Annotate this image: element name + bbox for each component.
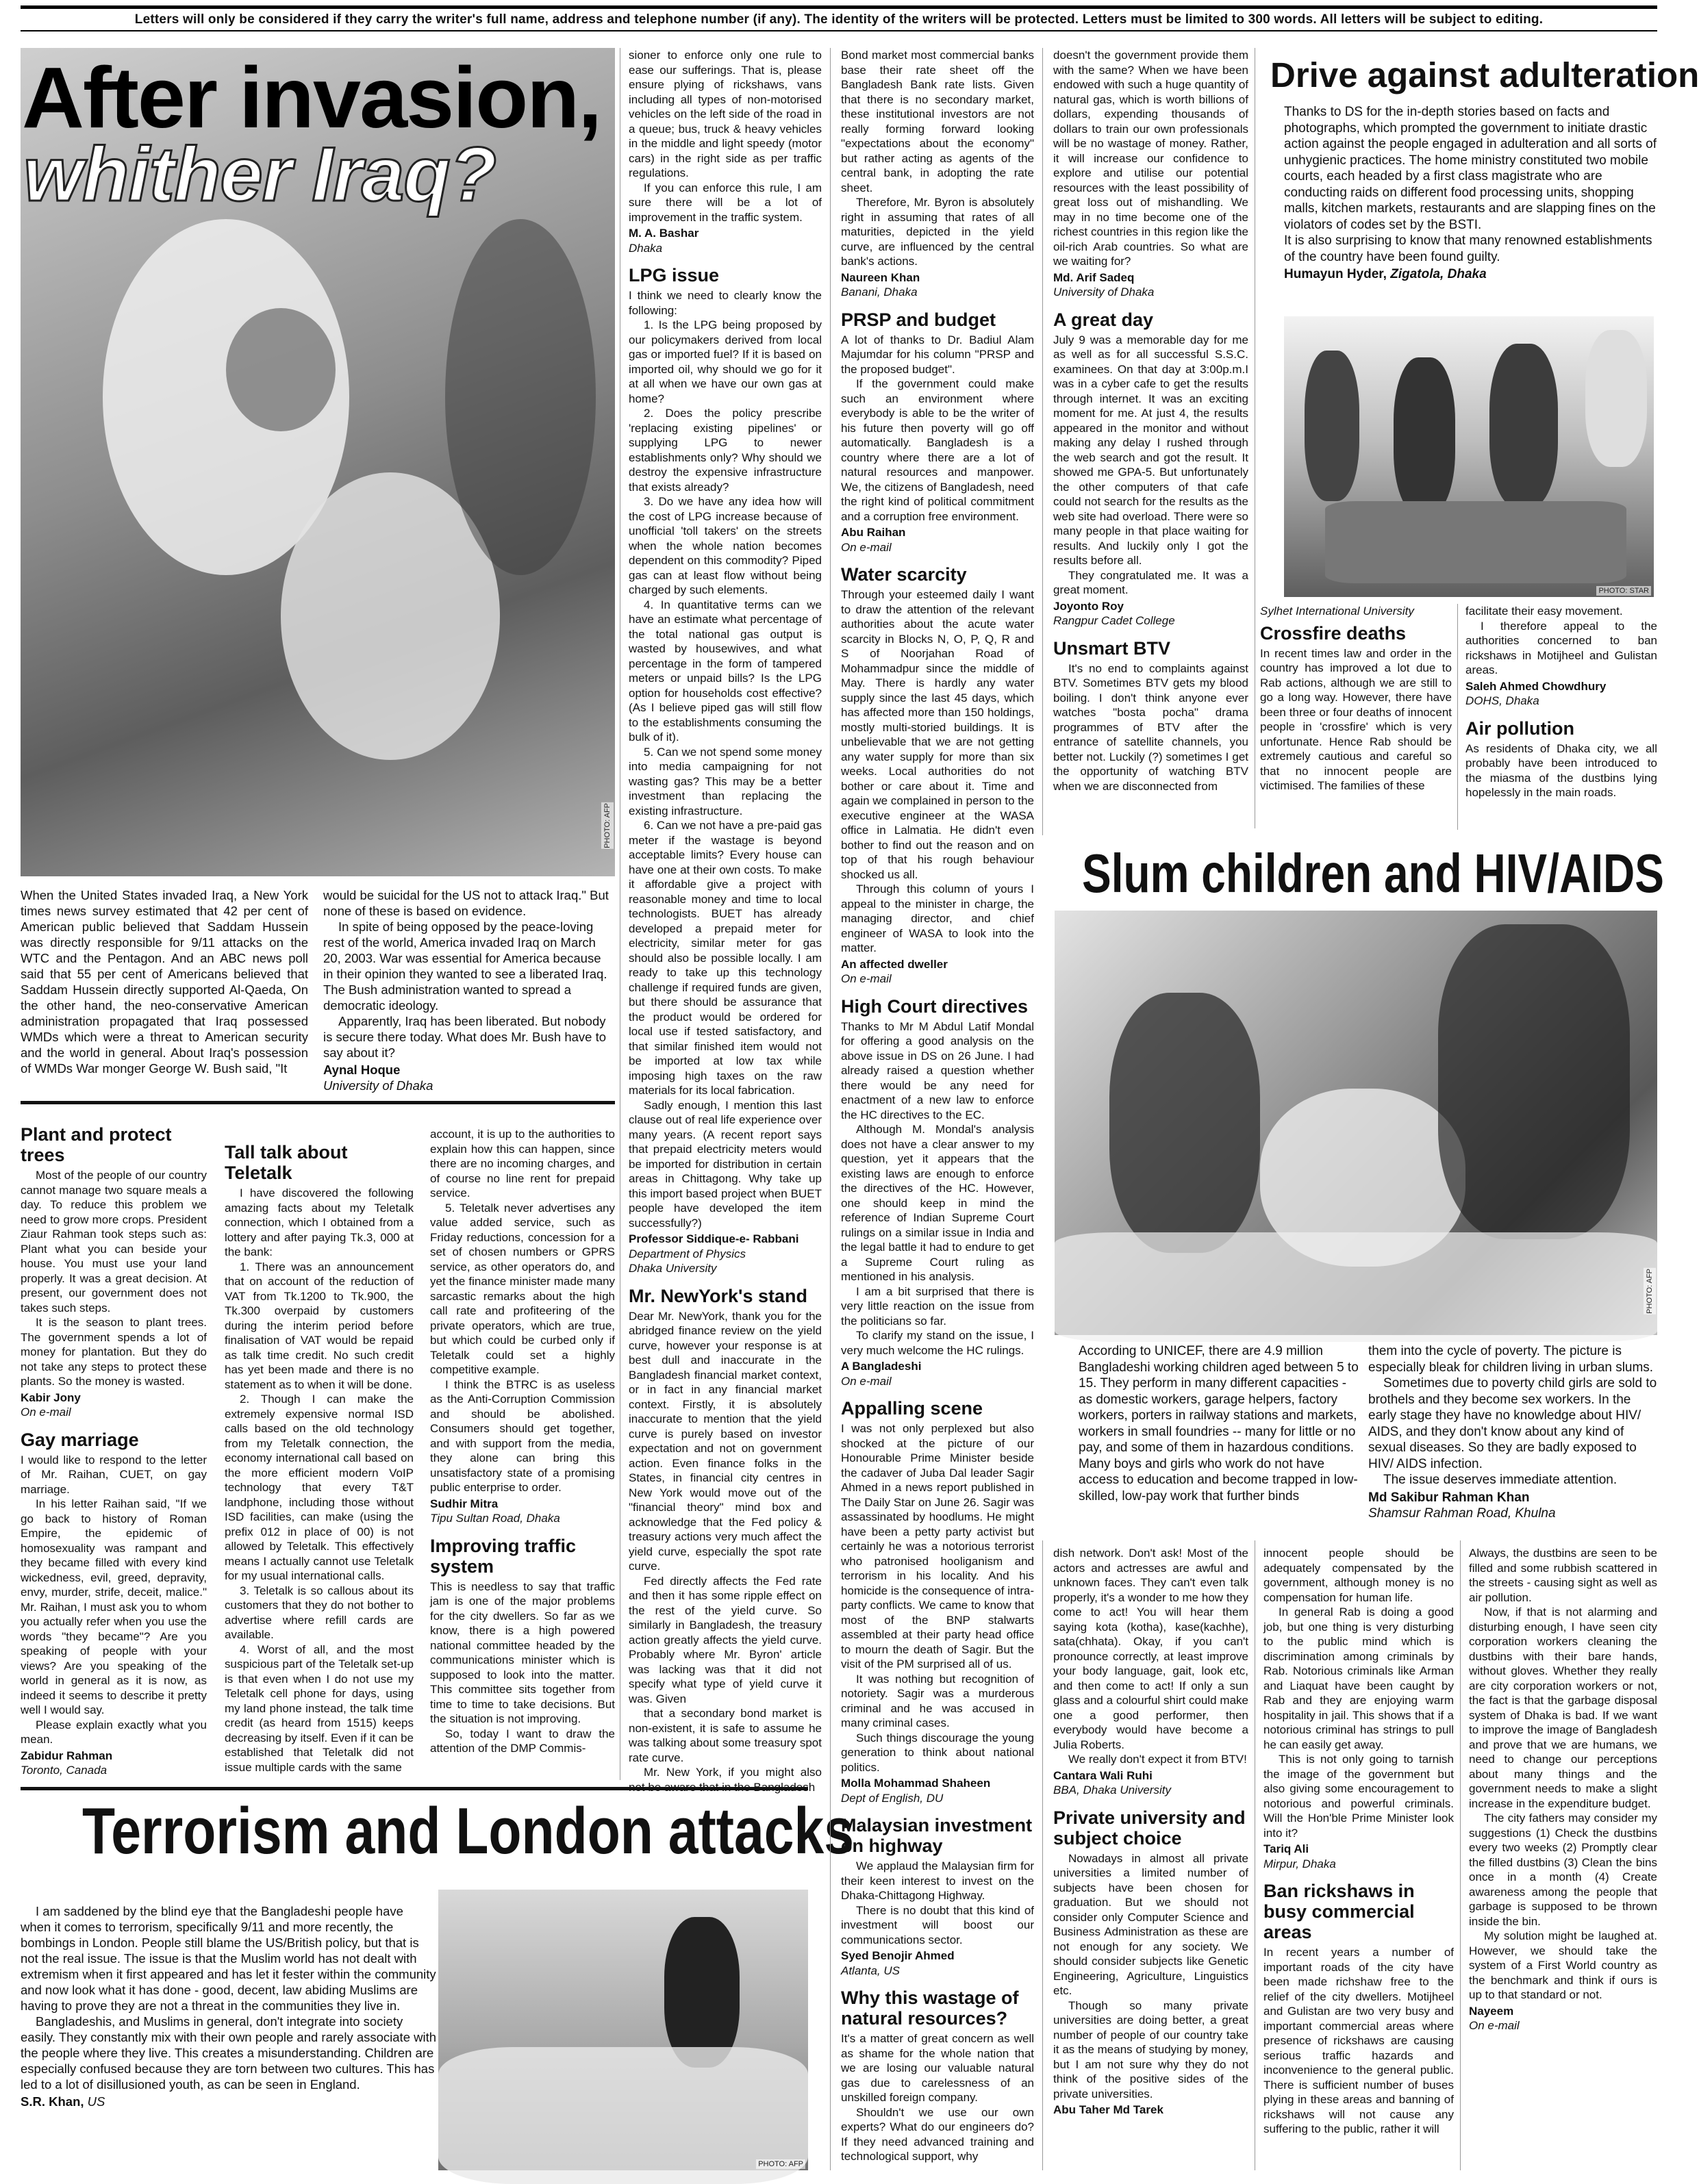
column-rule [1457,604,1458,830]
letter-paragraph: Most of the people of our country cannot manage two square meals a day. To reduce this problem we need to grow more crops. President Ziaur Rahman took steps such as: Plant what you can beside your house. You must use your land properly. It was a great decision. At present, our government does not takes such steps. [21,1169,207,1315]
letter-heading-air-pollution: Air pollution [1465,718,1574,739]
letters-col-5 [1053,48,1248,835]
adulteration-location: Zigatola, Dhaka [1390,267,1487,281]
letter-paragraph: Thanks to Mr M Abdul Latif Mondal for offering a good analysis on the above issue in DS on 26 June. I had already raised a question whether there would be any need for enactment of a new law to enforce the HC directives to the EC. [841,1019,1034,1121]
letter-paragraph: 1. Is the LPG being proposed by our policymakers derived from local gas or imported fuel? If it is based on imported oil, why should we go for it at all when we have our own gas at home? [629,318,822,405]
letter-location: On e-mail [21,1406,71,1419]
letter-paragraph: I would like to respond to the letter of Mr. Raihan, CUET, on gay marriage. [21,1453,207,1496]
photo-figure [1305,351,1359,501]
letter-heading-trees: Plant and protect trees [21,1124,172,1165]
letter-paragraph: We applaud the Malaysian firm for their keen interest to invest on the Dhaka-Chittagong Highway. [841,1859,1034,1902]
photo-figure [1394,357,1455,515]
letter-paragraph: Bond market most commercial banks base their rate sheet off the Bangladesh Bank rate lists. Given that there is no secondary market, these institutional investors are not really forming forward looking "expectations about the economy" but rather acting as agents of the central bank, in adopting the rate sheet. [841,49,1034,194]
slum-paragraph: them into the cycle of poverty. The picture is especially bleak for children living in urban slums. [1368,1344,1654,1375]
letter-heading-traffic: Improving traffic system [430,1535,577,1577]
letter-paragraph: 2. Does the policy prescribe 'replacing existing pipelines' or supplying LPG to newer establishments only? Why should we destroy the expensive infrastructure that exists already? [629,407,822,494]
letter-paragraph: The city fathers may consider my suggestions (1) Check the dustbins every two weeks (2) Promptly clear the filled dustbins (3) Clean the bins once in a month (4) Create awareness among the people that garbage is supposed to be thrown inside the bin. [1469,1812,1657,1928]
letter-location: BBA, Dhaka University [1053,1783,1171,1796]
slum-paragraph: The issue deserves immediate attention. [1383,1473,1618,1487]
column-rule [1460,1540,1461,2170]
letter-signature: Sudhir Mitra [430,1497,499,1510]
letter-location: Mirpur, Dhaka [1263,1857,1336,1870]
photo-figure [226,308,336,431]
letter-paragraph: There is no doubt that this kind of investment will boost our communications sector. [841,1903,1034,1946]
letter-heading-high-court: High Court directives [841,995,1029,1017]
letter-location: DOHS, Dhaka [1465,694,1539,707]
letter-paragraph: dish network. Don't ask! Most of the actors and actresses are awful and unknown faces. They can't even talk properly, it's a wonder to me how they come to act! You will hear them saying kota (kotha), kase(kachhe), sata(chhata). Okay, if you can't pronounce correctly, at least improve your body language, gait, look etc, and then come to act! If only a sun glass and a colourful shirt could make one a good performer, then everybody would have become a Julia Roberts. [1053,1547,1248,1751]
editorial-notice-bar [21,5,1657,31]
letter-paragraph: My solution might be laughed at. However, we should take the system of a First World country as the benchmark and think if ours is up to that standard or not. [1469,1929,1657,2001]
photo-figure [664,1917,740,2068]
letter-heading-appalling: Appalling scene [841,1398,983,1419]
letter-paragraph: It's a matter of great concern as well as shame for the whole nation that we are losing our valuable natural gas due to carelessness of an unskilled foreign company. [841,2032,1034,2104]
adulteration-signature-name: Humayun Hyder, [1284,267,1387,281]
letter-paragraph: I was not only perplexed but also shocked at the picture of our Honourable Prime Minister beside the cadaver of Juba Dal leader Sagir Ahmed in a news report published in The Daily Star on June 26. Sagir was assassinated by hoodlums. He might have been a petty party activist but certainly he was a notorious terrorist who patronised hooliganism and terrorism in his locality. And his homicide is the consequence of intra-party conflicts. We came to know that most of the BNP stalwarts assembled at their party head office to mourn the death of Sagir. But the visit of the PM surprised all of us. [841,1422,1034,1671]
letter-signature: Md. Arif Sadeq [1053,270,1135,284]
letter-paragraph: 5. Teletalk never advertises any value added service, such as Friday reductions, concession for a set of chosen numbers or GPRS service, as other operators do, and yet the finance minister made many sarcastic remarks about the high call rate and profiteering of the private operators, which are true, but which could be curbed only if Teletalk could set a highly competitive example. [430,1201,615,1376]
letter-signature: Naureen Khan [841,270,920,284]
letter-location: Department of Physics [629,1247,746,1260]
letter-paragraph: Sadly enough, I mention this last clause out of real life experience over many years. (A recent report says that prepaid electricity meters would be imported for distribution in certain areas in Chittagong. Why take up this import based project when BUET people have developed the item successfully?) [629,1098,822,1230]
terror-location: US [87,2094,105,2109]
letters-col-c [430,1127,615,1784]
iraq-paragraph: Apparently, Iraq has been liberated. But nobody is secure there today. What does Mr. Bush have to say about it? [323,1014,607,1060]
letter-paragraph: In his letter Raihan said, "If we go back to history of Roman Empire, the epidemic of homosexuality was rampant and they became filled with every kind wickedness, evil, greed, depravity, envy, murder, strife, deceit, malice." Mr. Raihan, I must ask you to whom you actually refer when you use the words "they became"? Are you speaking of people with your views? Are you speaking of the world in general as it is now, as indeed it seems to describe it pretty well I would say. [21,1497,207,1716]
letter-heading-newyork: Mr. NewYork's stand [629,1285,807,1306]
column-rule [1042,1540,1043,2170]
letter-paragraph: This is not only going to tarnish the image of the government but also giving some encouragement to notorious and powerful criminals. Will the Hon'ble Prime Minister look into it? [1263,1753,1454,1840]
letter-location: On e-mail [841,540,892,554]
letter-paragraph: sioner to enforce only one rule to ease our sufferings. That is, please ensure plying of rickshaws, vans including all types of non-motorised vehicles on the left side of the road in a queue; bus, truck & heavy vehicles in the middle and light speedy (motor cars) in the right side as per traffic regulations. [629,49,822,179]
letter-location: On e-mail [1469,2019,1520,2032]
adulteration-signature [1284,266,1657,283]
letter-location: Tipu Sultan Road, Dhaka [430,1512,560,1525]
section-rule [21,1101,615,1104]
letter-paragraph: I think the BTRC is as useless as the Anti-Corruption Commission and should be abolished. Consumers should get together, and with support from the media, they alone can bring this unsatisfactory state of a promising public enterprise to order. [430,1377,615,1494]
column-rule [1042,48,1043,835]
letter-paragraph: 3. Teletalk is so callous about its customers that they do not bother to advertise where refill cards are available. [225,1584,414,1641]
london-photo [438,1890,808,2170]
letter-heading-private-university: Private university and subject choice [1053,1807,1246,1849]
letter-paragraph: They congratulated me. It was a great moment. [1053,568,1248,596]
letter-location: Atlanta, US [841,1964,900,1977]
letter-signature: Syed Benojir Ahmed [841,1949,955,1962]
photo-credit: PHOTO: STAR [1596,586,1651,596]
letter-signature: Cantara Wali Ruhi [1053,1768,1153,1782]
letter-paragraph: 5. Can we not spend some money into media campaigning for not wasting gas? This may be a better investment than replacing the existing infrastructure. [629,745,822,817]
letters-col-5-lower [1053,1546,1248,2172]
letter-location: Rangpur Cadet College [1053,614,1175,627]
letter-paragraph: 6. Can we not have a pre-paid gas meter if the wastage is beyond acceptable limits? Every house can have one at their own costs. To make it affordable give a project with reasonable money and time to local technologists. BUET has already developed a prepaid meter for electricity, similar meter for gas should also be possible locally. I am ready to take up this technology challenge if required funds are given, but there should be assurance that the product would be ordered for local use if tested satisfactory, and that similar finished item would not be imported at low tax while imposing high taxes on the raw materials for its local fabrication. [629,819,822,1097]
slum-letter-col2 [1368,1343,1657,1535]
letter-heading-prsp: PRSP and budget [841,309,996,330]
letter-paragraph: that a secondary bond market is non-existent, it is safe to assume he was talking about some treasury spot rate curve. [629,1707,822,1764]
terror-signature-name: S.R. Khan, [21,2094,84,2109]
letter-paragraph: If the government could make such an environment where everybody is able to be the writer of his future then poverty will go off automatically. Bangladesh is a country where there are a lot of natural resources and manpower. We, the citizens of Bangladesh, need the right kind of political commitment and a corruption free environment. [841,377,1034,523]
letter-signature: Abu Taher Md Tarek [1053,2103,1163,2116]
letter-signature: Molla Mohammad Shaheen [841,1777,991,1790]
letter-location: Dhaka University [629,1262,717,1275]
letter-paragraph: Always, the dustbins are seen to be filled and some rubbish scattered in the streets - causing sight as well as air pollution. [1469,1547,1657,1604]
letter-paragraph: This is needless to say that traffic jam is one of the major problems for the city dwellers. So far as we know, there is a high powered national committee headed by the communications minister which is supposed to look into the matter. This committee sits together from time to time to take decisions. But the situation is not improving. [430,1579,615,1725]
iraq-headline-line2: whither Iraq? [23,131,496,217]
letter-paragraph: I therefore appeal to the authorities concerned to ban rickshaws in Motijheel and Gulistan areas. [1465,619,1657,676]
letter-paragraph: It's no end to complaints against BTV. Sometimes BTV gets my blood boiling. I don't think anyone ever watches "bosta pocha" drama programmes of BTV after the entrance of satellite channels, you better not. Luckily (?) sometimes I get the opportunity of watching BTV when we are disconnected from [1053,661,1248,793]
letters-col-a [21,1123,207,1807]
letter-paragraph: Though so many private universities are doing better, a great number of people of our country take it as the means of studying by money, but I am not sure why they do not think of the positive sides of the private universities. [1053,1998,1248,2100]
letter-paragraph: I have discovered the following amazing facts about my Teletalk connection, which I obtained from a lottery and after paying Tk.3, 000 at the bank: [225,1186,414,1258]
letter-signature: Professor Siddique-e- Rabbani [629,1232,799,1245]
letter-location: On e-mail [841,972,892,985]
letter-paragraph: It is the season to plant trees. The government spends a lot of money for plantation. But they do not take any steps to protect these plants. So the money is wasted. [21,1316,207,1388]
letter-location: Sylhet International University [1260,605,1414,618]
letter-paragraph: Please explain exactly what you mean. [21,1718,207,1746]
letter-paragraph: account, it is up to the authorities to explain how this can happen, since there are no incoming charges, and of course no line rent for prepaid service. [430,1128,615,1199]
letter-paragraph: Mr. New York, if you might also not be aware that in the Bangladesh [629,1766,822,1794]
letter-heading-crossfire: Crossfire deaths [1260,622,1407,644]
photo-figure [1585,330,1647,467]
letter-paragraph: Therefore, Mr. Byron is absolutely right in assuming that rates of all maturities, depicted in the yield curve, are influenced by the central bank's actions. [841,196,1034,268]
slum-paragraph: Sometimes due to poverty child girls are sold to brothels and they become sex workers. In the early stage they have no knowledge about HIV/ AIDS, and they don't know about any kind of sexual diseases. So they are badly exposed to HIV/ AIDS infection. [1368,1376,1657,1471]
letter-paragraph: July 9 was a memorable day for me as well as for all successful S.S.C. examinees. On that day at 3:00p.m.I was in a cyber cafe to get the results through internet. It was an exciting moment for me. At just 4, the results appeared in the monitor and without making any delay I rushed through the web search and got the result. It showed me GPA-5. But unfortunately the other computers of that cafe could not search for the results as the web site had overload. There were so many people in that place waiting for results. And luckily only I got the results before all. [1053,333,1248,567]
editorial-notice-text: Letters will only be considered if they carry the writer's full name, address and telephone number (if any). The identity of the writers will be protected. Letters must be limited to 300 words. All letters will be subject to editing. [134,12,1544,27]
photo-figure [445,219,596,575]
letter-signature: Tariq Ali [1263,1842,1309,1855]
terror-paragraph: I am saddened by the blind eye that the Bangladeshi people have when it comes to terrorism, specifically 9/11 and more recently, the bombings in London. People still blame the US/British policy, but that is not the real issue. The issue is that the Muslim world has not dealt with extremism when it first appeared and has let it fester within the community and now look what it has done - good, decent, law abiding Muslims are having to prove they are not a threat in the communities they live in. [21,1904,436,2013]
terror-letter [21,1903,437,2177]
letter-paragraph: Fed directly affects the Fed rate and then it has some ripple effect on the rest of the yield curve. So similarly in Bangladesh, the treasury action greatly affects the yield curve. Probably where Mr. Byron' article was lacking was that it did not specify what type of yield curve it was. Given [629,1574,822,1705]
letter-location: Banani, Dhaka [841,285,918,299]
letter-paragraph: 2. Though I can make the extremely expensive normal ISD calls based on the old technology from my Teletalk connection, the economy international call based on the more efficient modern VoIP technology that every T&T landphone, including those without ISD facilities, can make (using the prefix 012 in place of 00) is not allowed by Teletalk. This effectively means I actually cannot use Teletalk for my usual international calls. [225,1393,414,1582]
column-rule [830,48,831,2170]
slum-headline: Slum children and HIV/AIDS [1082,843,1664,904]
iraq-location: University of Dhaka [323,1078,433,1093]
terror-headline: Terrorism and London attacks [82,1794,855,1868]
letter-paragraph: If you can enforce this rule, I am sure there will be a lot of improvement in the traffic system. [629,181,822,224]
letter-paragraph: innocent people should be adequately compensated by the government, although money is no compensation for human life. [1263,1547,1454,1604]
adulteration-headline: Drive against adulteration [1270,55,1699,94]
letter-paragraph: I am a bit surprised that there is very little reaction on the issue from the politicians so far. [841,1284,1034,1328]
letters-col-7-lower [1469,1546,1657,2172]
iraq-paragraph: In spite of being opposed by the peace-loving rest of the world, America invaded Iraq on March 20, 2003. War was essential for America because in their opinion they wanted to see a liberated Iraq. The Bush administration wanted to spread a democratic ideology. [323,919,607,1013]
letter-signature: A Bangladeshi [841,1360,922,1373]
letter-location: Dept of English, DU [841,1791,944,1805]
letter-paragraph: Through this column of yours I appeal to the minister in charge, the managing director, and chief engineer of WASA to look into the matter. [841,883,1034,954]
iraq-headline-line1: After invasion, [22,49,601,146]
photo-credit: PHOTO: AFP [1644,1268,1656,1315]
photo-figure [1438,924,1630,1239]
slum-signature: Md Sakibur Rahman Khan [1368,1490,1530,1505]
letter-signature: M. A. Bashar [629,227,699,240]
letter-heading-teletalk: Tall talk about Teletalk [225,1142,348,1183]
letter-signature: Abu Raihan [841,526,906,539]
photo-credit: PHOTO: AFP [756,2159,805,2169]
letter-signature: Joyonto Roy [1053,599,1124,613]
adulteration-letter [1284,104,1657,309]
letter-paragraph: Nowadays in almost all private universities a limited number of subjects have been chosen for graduation. But we should not consider only Computer Science and Business Administration as these are not enough for any society. We should consider subjects like Genetic Engineering, Agriculture, Linguistics etc. [1053,1851,1248,1997]
letters-col-4 [841,48,1034,2174]
letter-paragraph: In general Rab is doing a good job, but one thing is very disturbing to the public mind which is discrimination among criminals by Rab. Notorious criminals like Arman and Liaquat have been caught by Rab and they are enjoying warm hospitality in jail. This shows that if a notorious criminal has strings to pull he can easily get away. [1263,1605,1454,1751]
letter-paragraph: Dear Mr. NewYork, thank you for the abridged finance review on the yield curve, however your response is at best dull and inaccurate in the Bangladesh financial market context, or in fact in any financial market context. Firstly, it is absolutely inaccurate to mention that the yield curve is purely based on investor expectation and not on government action. Even finance folks in the States, in financial city centres in New York would move out of the "financial theory" mind box and acknowledge that the Fed policy & treasury actions very much affect the yield curve, especially the spot rate curve. [629,1309,822,1573]
letter-paragraph: Through your esteemed daily I want to draw the attention of the relevant authorities about the acute water scarcity in Blocks N, O, P, Q, R and S of Noorjahan Road of Mohammadpur since the middle of May. There is hardly any water supply since the last 45 days, which has affected more than 150 holdings, mostly multi-storied buildings. It is unbelievable that we are not getting any water supply for more than six weeks. Local authorities do not bother or care about it. Time and again we complained in person to the executive engineer at the WASA office in Lalmatia. He didn't even bother to find out the reason and on top of that his rough behaviour shocked us all. [841,588,1034,881]
letters-col-b [225,1141,414,1777]
adulteration-paragraph: Thanks to DS for the in-depth stories based on facts and photographs, which prompted the government to initiate drastic action against the people engaged in adulteration and all sorts of unhygienic practices. The home ministry constituted two mobile courts, each headed by a first class magistrate who are conducting raids on different food processing units, shopping malls, kitchen markets, restaurants and are slapping fines on the violators of codes set by the BSTI. [1284,105,1657,232]
letter-paragraph: doesn't the government provide them with the same? When we have been endowed with such a huge quantity of natural gas, which is worth billions of dollars, expending thousands of dollars to train our own professionals will be no wastage of money. Rather, it will increase our confidence to explore and utilise our potential resources with the least possibility of great loss out of mishandling. We may in no time become one of the richest countries in this region like the oil-rich Arab countries. So what are we waiting for? [1053,49,1248,268]
letter-location: On e-mail [841,1374,892,1388]
letter-paragraph: We really don't expect it from BTV! [1068,1753,1247,1766]
letter-location: University of Dhaka [1053,285,1155,299]
letter-heading-water: Water scarcity [841,564,967,585]
letters-col-6-lower [1263,1546,1454,2172]
slum-letter-col1 [1079,1343,1359,1535]
rickshaw-air-letter [1465,604,1657,830]
terror-signature [21,2094,437,2109]
photo-credit: PHOTO: AFP [601,802,614,849]
adulteration-paragraph: It is also surprising to know that many renowned establishments of the country have been found guilty. [1284,233,1652,264]
iraq-letter-col1 [21,887,308,1093]
letter-paragraph: Now, if that is not alarming and disturbing enough, I have seen city corporation workers cleaning the dustbins with their bare hands, without gloves. Whether they really are city corporation workers or not, the fact is that the garbage disposal system of Dhaka is bad. If we want to improve the image of Bangladesh and prove that we are humans, we need to change our perceptions about many things and the government needs to make a slight increase in the expenditure budget. [1469,1605,1657,1810]
letter-paragraph: Such things discourage the young generation to think about national politics. [841,1731,1034,1774]
letter-paragraph: facilitate their easy movement. [1465,605,1623,618]
letter-paragraph: I think we need to clearly know the following: [629,289,822,317]
letter-signature: Kabir Jony [21,1391,81,1404]
letter-signature: Saleh Ahmed Chowdhury [1465,679,1607,693]
letter-paragraph: 1. There was an announcement that on account of the reduction of VAT from Tk.1200 to Tk.900, the Tk.300 overpaid by customers during the interim period before finalisation of VAT would be repaid as talk time credit. No such credit has yet been made and there is no statement as to when it will be done. [225,1260,414,1391]
slum-paragraph: According to UNICEF, there are 4.9 million Bangladeshi working children aged between 5 to 15. They perform in many different capacities - as domestic workers, garage helpers, factory workers, porters in railway stations and markets, workers in small foundries -- many for little or no pay, and some of them in hazardous conditions. Many boys and girls who work do not have access to education and become trapped in low-skilled, low-pay work that further binds [1079,1344,1359,1503]
letter-heading-wastage: Why this wastage of natural resources? [841,1988,1019,2029]
letter-paragraph: So, today I want to draw the attention of the DMP Commis- [430,1727,615,1755]
letter-paragraph: Although M. Mondal's analysis does not have a clear answer to my question, yet it appears that the existing laws are enough to enforce the directives of the HC. However, one should keep in mind the reference of Indian Supreme Court rulings on a similar issue in India and the legal battle it had to endure to get a Supreme Court ruling as mentioned in his analysis. [841,1123,1034,1283]
iraq-paragraph: would be suicidal for the US not to attack Iraq." But none of these is based on evidence. [323,888,609,918]
photo-figure [1489,344,1558,508]
photo-figure [438,2047,808,2184]
photo-figure [1325,501,1626,583]
letter-heading-gay-marriage: Gay marriage [21,1429,139,1450]
letter-paragraph: To clarify my stand on the issue, I very much welcome the HC rulings. [841,1329,1034,1357]
letter-paragraph: 3. Do we have any idea how will the cost of LPG increase because of unofficial 'toll takers' on the streets when the whole nation becomes dependent on this commodity? Piped gas can at least flow without being charged by such elements. [629,495,822,596]
photo-figure [1109,993,1260,1253]
iraq-signature: Aynal Hoque [323,1063,401,1077]
letter-paragraph: A lot of thanks to Dr. Badiul Alam Majumdar for his column "PRSP and the proposed budget". [841,333,1034,376]
letter-heading-ban-rickshaws: Ban rickshaws in busy commercial areas [1263,1881,1415,1942]
letter-paragraph: As residents of Dhaka city, we all probably have been introduced to the miasma of the dustbins lying hopelessly in the main roads. [1465,741,1657,799]
letter-signature: Zabidur Rahman [21,1749,113,1762]
photo-figure [1055,1232,1657,1342]
terror-paragraph: Bangladeshis, and Muslims in general, don't integrate into society easily. They constantly mix with their own people and rarely associate with the people where they live. This creates a misunderstanding. Children are especially confused because they are torn between two cultures. This has led to a lot of disillusioned youth, as can be seen in England. [21,2014,437,2092]
iraq-paragraph: When the United States invaded Iraq, a New York times news survey estimated that 42 per cent of American public believed that Saddam Hussein was directly responsible for 9/11 attacks on the WTC and the Pentagon. And an ABC news poll said that 55 per cent of Americans believed that Saddam Hussein directly supported Al-Qaeda, On the other hand, the neo-conservative American administration propagated that Iraq possessed WMDs which were a threat to American security and the world in general. About Iraq's possession of WMDs War monger George W. Bush said, "It [21,888,308,1076]
slum-photo [1055,911,1657,1335]
letter-paragraph: In recent years a number of important roads of the city have been made richshaw free to the relief of the city dwellers. Motijheel and Gulistan are two very busy and important commercial areas where presence of rickshaws are causing serious traffic hazards and inconvenience to the general public. There is sufficient number of buses plying in these areas and banning of rickshaws will not cause any suffering to the public, rather it will [1263,1946,1454,2135]
letter-paragraph: 4. Worst of all, and the most suspicious part of the Teletalk set-up is that even when I do not use my Teletalk cell phone for days, using my land phone instead, the talk time credit (as heard from 1515) keeps decreasing by itself. Even if it can be established that Teletalk did not issue multiple cards with the same [225,1642,414,1774]
letter-signature: An affected dweller [841,957,948,971]
letter-heading-lpg: LPG issue [629,265,720,285]
letter-paragraph: It was nothing but recognition of notoriety. Sagir was a murderous criminal and he was accused in many criminal cases. [841,1672,1034,1729]
letter-location: Toronto, Canada [21,1764,108,1777]
letter-heading-btv: Unsmart BTV [1053,637,1171,659]
letters-col-3 [629,48,822,1794]
letter-paragraph: In recent times law and order in the country has improved a lot due to Rab actions, although we are still to go a long way. However, there have been three or four deaths of innocent people in 'crossfire' which is very unfortunate. Hence Rab should be extremely cautious and careful so that no innocent people are victimised. The families of these [1260,646,1452,792]
iraq-letter-col2 [323,887,611,1093]
letter-signature: Nayeem [1469,2004,1514,2018]
letter-paragraph: 4. In quantitative terms can we have an estimate what percentage of the total national gas output is wasted by housewives, and what percentage in the form of tampered meters or unpaid bills? Is the LPG option for households cost effective? (As I believe piped gas will still flow to the establishments consuming the bulk of it). [629,598,822,744]
letter-heading-great-day: A great day [1053,309,1154,330]
adulteration-photo [1284,316,1654,597]
letter-heading-malaysian: Malaysian investment on highway [841,1815,1033,1856]
letter-paragraph: Shouldn't we use our own experts? What do our engineers do? If they need advanced training and technological support, why [841,2105,1034,2163]
slum-location: Shamsur Rahman Road, Khulna [1368,1506,1556,1521]
crossfire-letter [1260,604,1452,830]
letter-location: Dhaka [629,241,663,255]
